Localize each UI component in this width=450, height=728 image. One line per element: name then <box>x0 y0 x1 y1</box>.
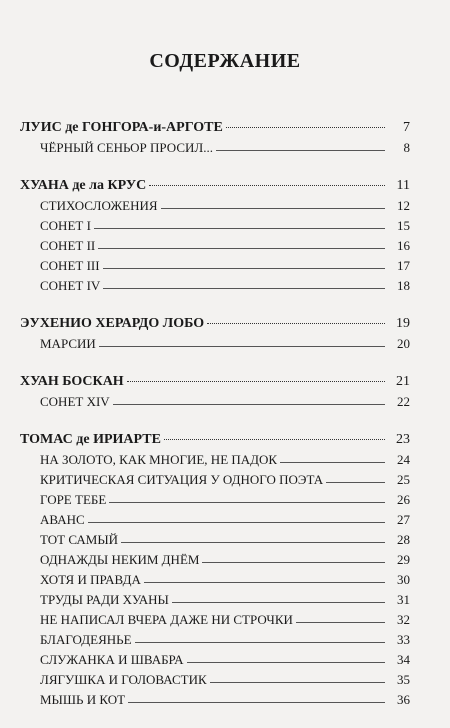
page-number: 36 <box>397 692 410 707</box>
toc-work-entry <box>20 630 410 650</box>
toc-work-entry <box>20 530 410 550</box>
toc-work-entry-title: ТРУДЫ РАДИ ХУАНЫ <box>40 592 169 607</box>
toc-work-entry <box>20 256 410 276</box>
toc-work-entry <box>20 196 410 216</box>
page-title: СОДЕРЖАНИЕ <box>149 50 301 72</box>
leader-dots <box>149 184 385 186</box>
leader-dots <box>164 438 385 440</box>
leader-dots <box>187 661 385 663</box>
toc-work-entry <box>20 216 410 236</box>
toc-work-entry-title: СЛУЖАНКА И ШВАБРА <box>40 652 184 667</box>
page-number: 20 <box>397 336 410 351</box>
page-number: 30 <box>397 572 410 587</box>
toc-author-entry-title: ХУАН БОСКАН <box>20 374 124 389</box>
page-number: 32 <box>397 612 410 627</box>
leader-dots <box>296 621 385 623</box>
toc-author-entry-title: ХУАНА де ла КРУС <box>20 178 147 193</box>
leader-dots <box>216 149 385 151</box>
leader-dots <box>88 521 385 523</box>
toc-work-entry-title: МАРСИИ <box>40 336 96 351</box>
page-number: 12 <box>397 198 410 213</box>
toc-work-entry <box>20 450 410 470</box>
toc-author-entry <box>20 118 410 138</box>
toc-author-entry-title: ТОМАС де ИРИАРТЕ <box>20 432 161 447</box>
leader-dots <box>161 207 385 209</box>
toc-section <box>20 372 410 412</box>
table-of-contents <box>20 118 410 728</box>
toc-section <box>20 118 410 158</box>
toc-author-entry <box>20 314 410 334</box>
leader-dots <box>207 322 385 324</box>
toc-work-entry-title: СОНЕТ I <box>40 218 91 233</box>
leader-dots <box>202 561 385 563</box>
leader-dots <box>280 461 385 463</box>
leader-dots <box>98 247 385 249</box>
toc-work-entry-title: МЫШЬ И КОТ <box>40 692 126 707</box>
toc-section <box>20 176 410 296</box>
leader-dots <box>103 287 385 289</box>
leader-dots <box>121 541 385 543</box>
toc-work-entry-title: ЛЯГУШКА И ГОЛОВАСТИК <box>40 672 207 687</box>
page-number: 22 <box>397 394 410 409</box>
toc-author-entry <box>20 176 410 196</box>
toc-work-entry <box>20 276 410 296</box>
toc-work-entry-title: СТИХОСЛОЖЕНИЯ <box>40 198 158 213</box>
leader-dots <box>127 380 385 382</box>
toc-work-entry <box>20 550 410 570</box>
leader-dots <box>109 501 385 503</box>
toc-work-entry <box>20 510 410 530</box>
toc-work-entry-title: СОНЕТ IV <box>40 278 101 293</box>
leader-dots <box>135 641 385 643</box>
toc-work-entry <box>20 670 410 690</box>
toc-work-entry <box>20 690 410 710</box>
leader-dots <box>128 701 385 703</box>
toc-work-entry-title: НА ЗОЛОТО, КАК МНОГИЕ, НЕ ПАДОК <box>40 452 278 467</box>
page-number: 8 <box>403 140 410 155</box>
page-number: 29 <box>397 552 410 567</box>
leader-dots <box>94 227 385 229</box>
page-number: 17 <box>397 258 410 273</box>
leader-dots <box>103 267 385 269</box>
page-number: 11 <box>396 178 410 193</box>
toc-work-entry <box>20 570 410 590</box>
toc-section <box>20 430 410 710</box>
toc-work-entry <box>20 236 410 256</box>
toc-author-entry <box>20 372 410 392</box>
toc-work-entry-title: ХОТЯ И ПРАВДА <box>40 572 141 587</box>
toc-work-entry <box>20 590 410 610</box>
toc-work-entry-title: НЕ НАПИСАЛ ВЧЕРА ДАЖЕ НИ СТРОЧКИ <box>40 612 293 627</box>
toc-work-entry <box>20 490 410 510</box>
toc-work-entry <box>20 470 410 490</box>
page-number: 19 <box>396 316 410 331</box>
page-number: 28 <box>397 532 410 547</box>
toc-author-entry-title: ЛУИС де ГОНГОРА-и-АРГОТЕ <box>20 120 223 135</box>
toc-section <box>20 314 410 354</box>
leader-dots <box>210 681 385 683</box>
page-number: 18 <box>397 278 410 293</box>
page-number: 31 <box>397 592 410 607</box>
toc-author-entry <box>20 430 410 450</box>
leader-dots <box>172 601 385 603</box>
toc-work-entry-title: АВАНС <box>40 512 85 527</box>
toc-work-entry-title: КРИТИЧЕСКАЯ СИТУАЦИЯ У ОДНОГО ПОЭТА <box>40 472 324 487</box>
page-number: 25 <box>397 472 410 487</box>
toc-work-entry-title: ГОРЕ ТЕБЕ <box>40 492 107 507</box>
page-number: 34 <box>397 652 410 667</box>
page-number: 7 <box>403 120 410 135</box>
page-number: 16 <box>397 238 410 253</box>
page-number: 21 <box>396 374 410 389</box>
toc-work-entry <box>20 334 410 354</box>
toc-work-entry-title: ТОТ САМЫЙ <box>40 532 119 547</box>
page-number: 15 <box>397 218 410 233</box>
leader-dots <box>99 345 385 347</box>
page-number: 26 <box>397 492 410 507</box>
toc-work-entry-title: СОНЕТ II <box>40 238 96 253</box>
toc-work-entry <box>20 392 410 412</box>
page-number: 35 <box>397 672 410 687</box>
leader-dots <box>113 403 385 405</box>
leader-dots <box>226 126 385 128</box>
toc-work-entry-title: БЛАГОДЕЯНЬЕ <box>40 632 132 647</box>
page-number: 23 <box>396 432 410 447</box>
leader-dots <box>326 481 385 483</box>
toc-work-entry-title: ОДНАЖДЫ НЕКИМ ДНЁМ <box>40 552 200 567</box>
toc-work-entry <box>20 650 410 670</box>
toc-work-entry-title: СОНЕТ XIV <box>40 394 110 409</box>
page-number: 33 <box>397 632 410 647</box>
toc-work-entry-title: ЧЁРНЫЙ СЕНЬОР ПРОСИЛ... <box>40 140 213 155</box>
page-number: 24 <box>397 452 410 467</box>
toc-author-entry-title: ЭУХЕНИО ХЕРАРДО ЛОБО <box>20 316 205 331</box>
toc-work-entry <box>20 138 410 158</box>
leader-dots <box>144 581 385 583</box>
page-number: 27 <box>397 512 410 527</box>
toc-work-entry-title: СОНЕТ III <box>40 258 100 273</box>
toc-work-entry <box>20 610 410 630</box>
